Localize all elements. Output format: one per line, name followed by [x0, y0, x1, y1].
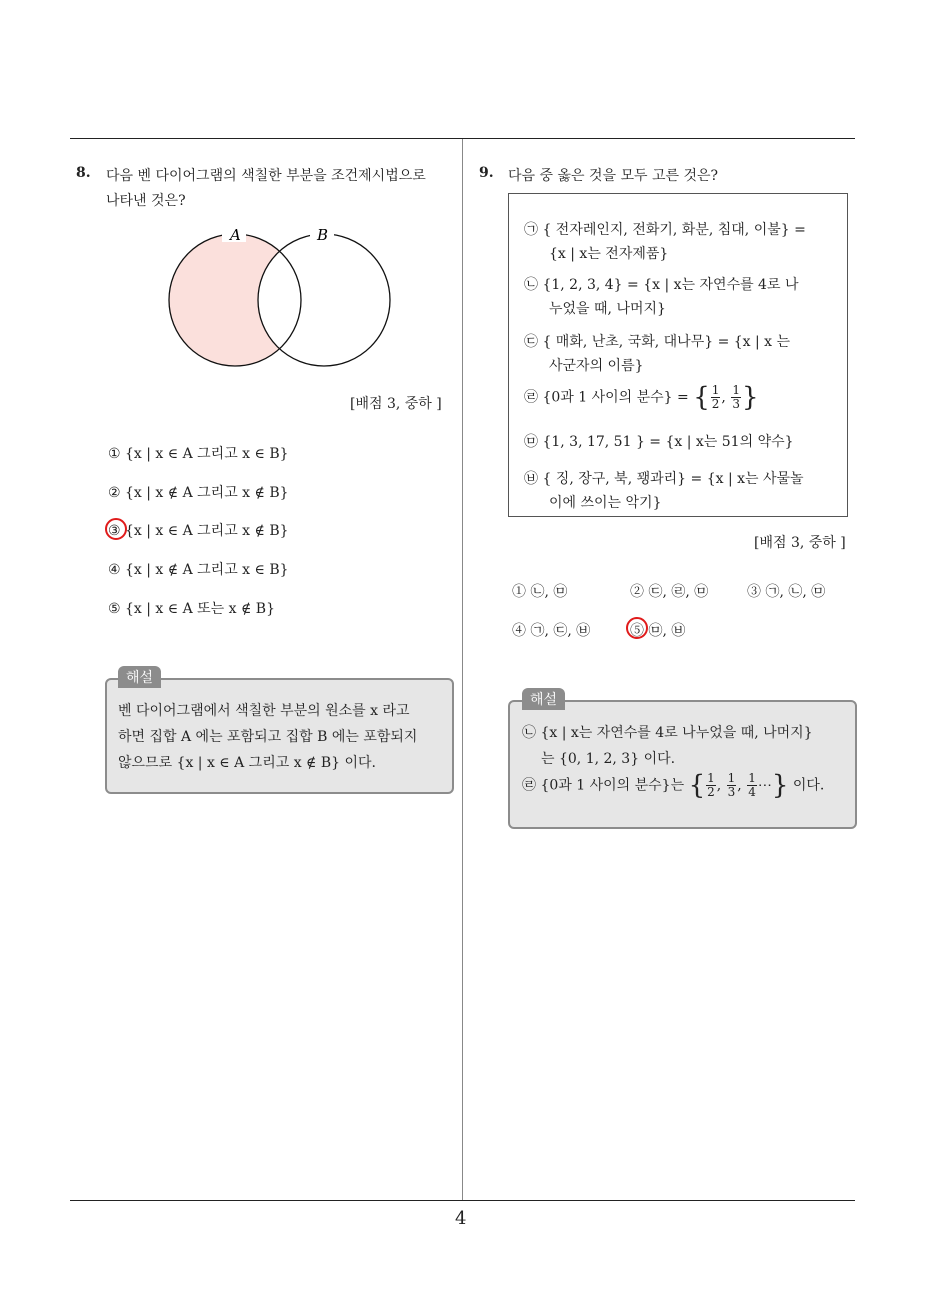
fraction-1-3: $\frac{1}{3}$	[732, 383, 740, 411]
venn-shaded-region	[169, 234, 390, 366]
q9-explanation-line3-prefix: ㉣ {0과 1 사이의 분수}는	[522, 777, 685, 794]
q9-statement-1-line2: {x | x는 전자제품}	[549, 246, 669, 262]
q9-statement-3-line1: ㉢ { 매화, 난초, 국화, 대나무} = {x | x 는	[524, 334, 791, 350]
q9-statement-3-line2: 사군자의 이름}	[549, 358, 644, 374]
q8-answer-circle	[105, 518, 127, 540]
q9-score: [배점 3, 중하 ]	[754, 535, 846, 551]
q9-option-4[interactable]: ④ ㉠, ㉢, ㉥	[512, 623, 591, 639]
q8-venn-diagram	[160, 220, 400, 380]
q9-statement-5: ㉤ {1, 3, 17, 51 } = {x | x는 51의 약수}	[524, 434, 794, 450]
column-divider	[462, 139, 463, 1201]
q8-option-5[interactable]: ⑤ {x | x ∈ A 또는 x ∉ B}	[108, 601, 275, 617]
q8-prompt-line1: 다음 벤 다이어그램의 색칠한 부분을 조건제시법으로	[106, 168, 426, 184]
q9-statement-6-line1: ㉥ { 징, 장구, 북, 꽹과리} = {x | x는 사물놀	[524, 471, 804, 487]
q9-option-2[interactable]: ② ㉢, ㉣, ㉤	[630, 584, 709, 600]
q9-answer-circle	[626, 617, 648, 639]
q9-option-1[interactable]: ① ㉡, ㉤	[512, 584, 568, 600]
q8-option-2[interactable]: ② {x | x ∉ A 그리고 x ∉ B}	[108, 485, 289, 501]
q8-score: [배점 3, 중하 ]	[350, 396, 442, 412]
q8-option-1[interactable]: ① {x | x ∈ A 그리고 x ∈ B}	[108, 446, 289, 462]
bottom-rule	[70, 1200, 855, 1201]
fraction-1-2: $\frac{1}{2}$	[711, 383, 720, 411]
brace-left: {	[693, 382, 710, 413]
q9-statement-1-line1: ㉠ { 전자레인지, 전화기, 화분, 침대, 이불} =	[524, 222, 806, 238]
q9-statement-6-line2: 이에 쓰이는 악기}	[549, 495, 662, 511]
q8-number: 8.	[76, 165, 91, 181]
q9-number: 9.	[479, 165, 494, 181]
fraction-1-4: $\frac{1}{4}$	[748, 771, 756, 799]
q9-explanation-line3-suffix: 이다.	[792, 777, 825, 794]
q9-explanation-line1: ㉡ {x | x는 자연수를 4로 나누었을 때, 나머지}	[522, 725, 813, 741]
q8-option-3[interactable]: ③ {x | x ∈ A 그리고 x ∉ B}	[108, 523, 289, 539]
q8-option-4[interactable]: ④ {x | x ∉ A 그리고 x ∈ B}	[108, 562, 289, 578]
q8-explanation-line3: 않으므로 {x | x ∈ A 그리고 x ∉ B} 이다.	[118, 755, 377, 771]
q9-statement-4: ㉣ {0과 1 사이의 분수} = { $\frac{1}{2}$ , $\frac{1}{3}$ }	[524, 382, 759, 413]
q8-explanation-tag: 해설	[118, 666, 161, 688]
q9-statement-4-prefix: ㉣ {0과 1 사이의 분수} =	[524, 389, 689, 406]
q9-option-3[interactable]: ③ ㉠, ㉡, ㉤	[747, 584, 826, 600]
q9-explanation-line2: 는 {0, 1, 2, 3} 이다.	[541, 751, 676, 767]
q9-prompt: 다음 중 옳은 것을 모두 고른 것은?	[508, 168, 719, 184]
q9-statement-2-line2: 누었을 때, 나머지}	[549, 301, 666, 317]
q8-explanation-line2: 하면 집합 A 에는 포함되고 집합 B 에는 포함되지	[118, 729, 418, 745]
fraction-1-3: $\frac{1}{3}$	[727, 771, 736, 799]
q9-statement-2-line1: ㉡ {1, 2, 3, 4} = {x | x는 자연수를 4로 나	[524, 277, 799, 293]
brace-right: }	[741, 382, 759, 413]
brace-right: }	[771, 770, 789, 801]
q9-explanation-line3: ㉣ {0과 1 사이의 분수}는 { $\frac{1}{2}$ , $\frac{1}{3}$ , $\frac{1}{4}$ ⋯} 이다.	[522, 770, 825, 801]
q9-option-5[interactable]: ⑤ ㉤, ㉥	[630, 623, 686, 639]
q9-explanation-tag: 해설	[522, 688, 565, 710]
q8-explanation-line1: 벤 다이어그램에서 색칠한 부분의 원소를 x 라고	[118, 703, 410, 719]
venn-label-b: B	[317, 226, 329, 244]
q8-prompt-line2: 나타낸 것은?	[106, 193, 186, 209]
fraction-1-2: $\frac{1}{2}$	[707, 771, 715, 799]
page-number: 4	[455, 1208, 467, 1229]
venn-label-a: A	[230, 226, 241, 244]
brace-left: {	[688, 770, 706, 801]
